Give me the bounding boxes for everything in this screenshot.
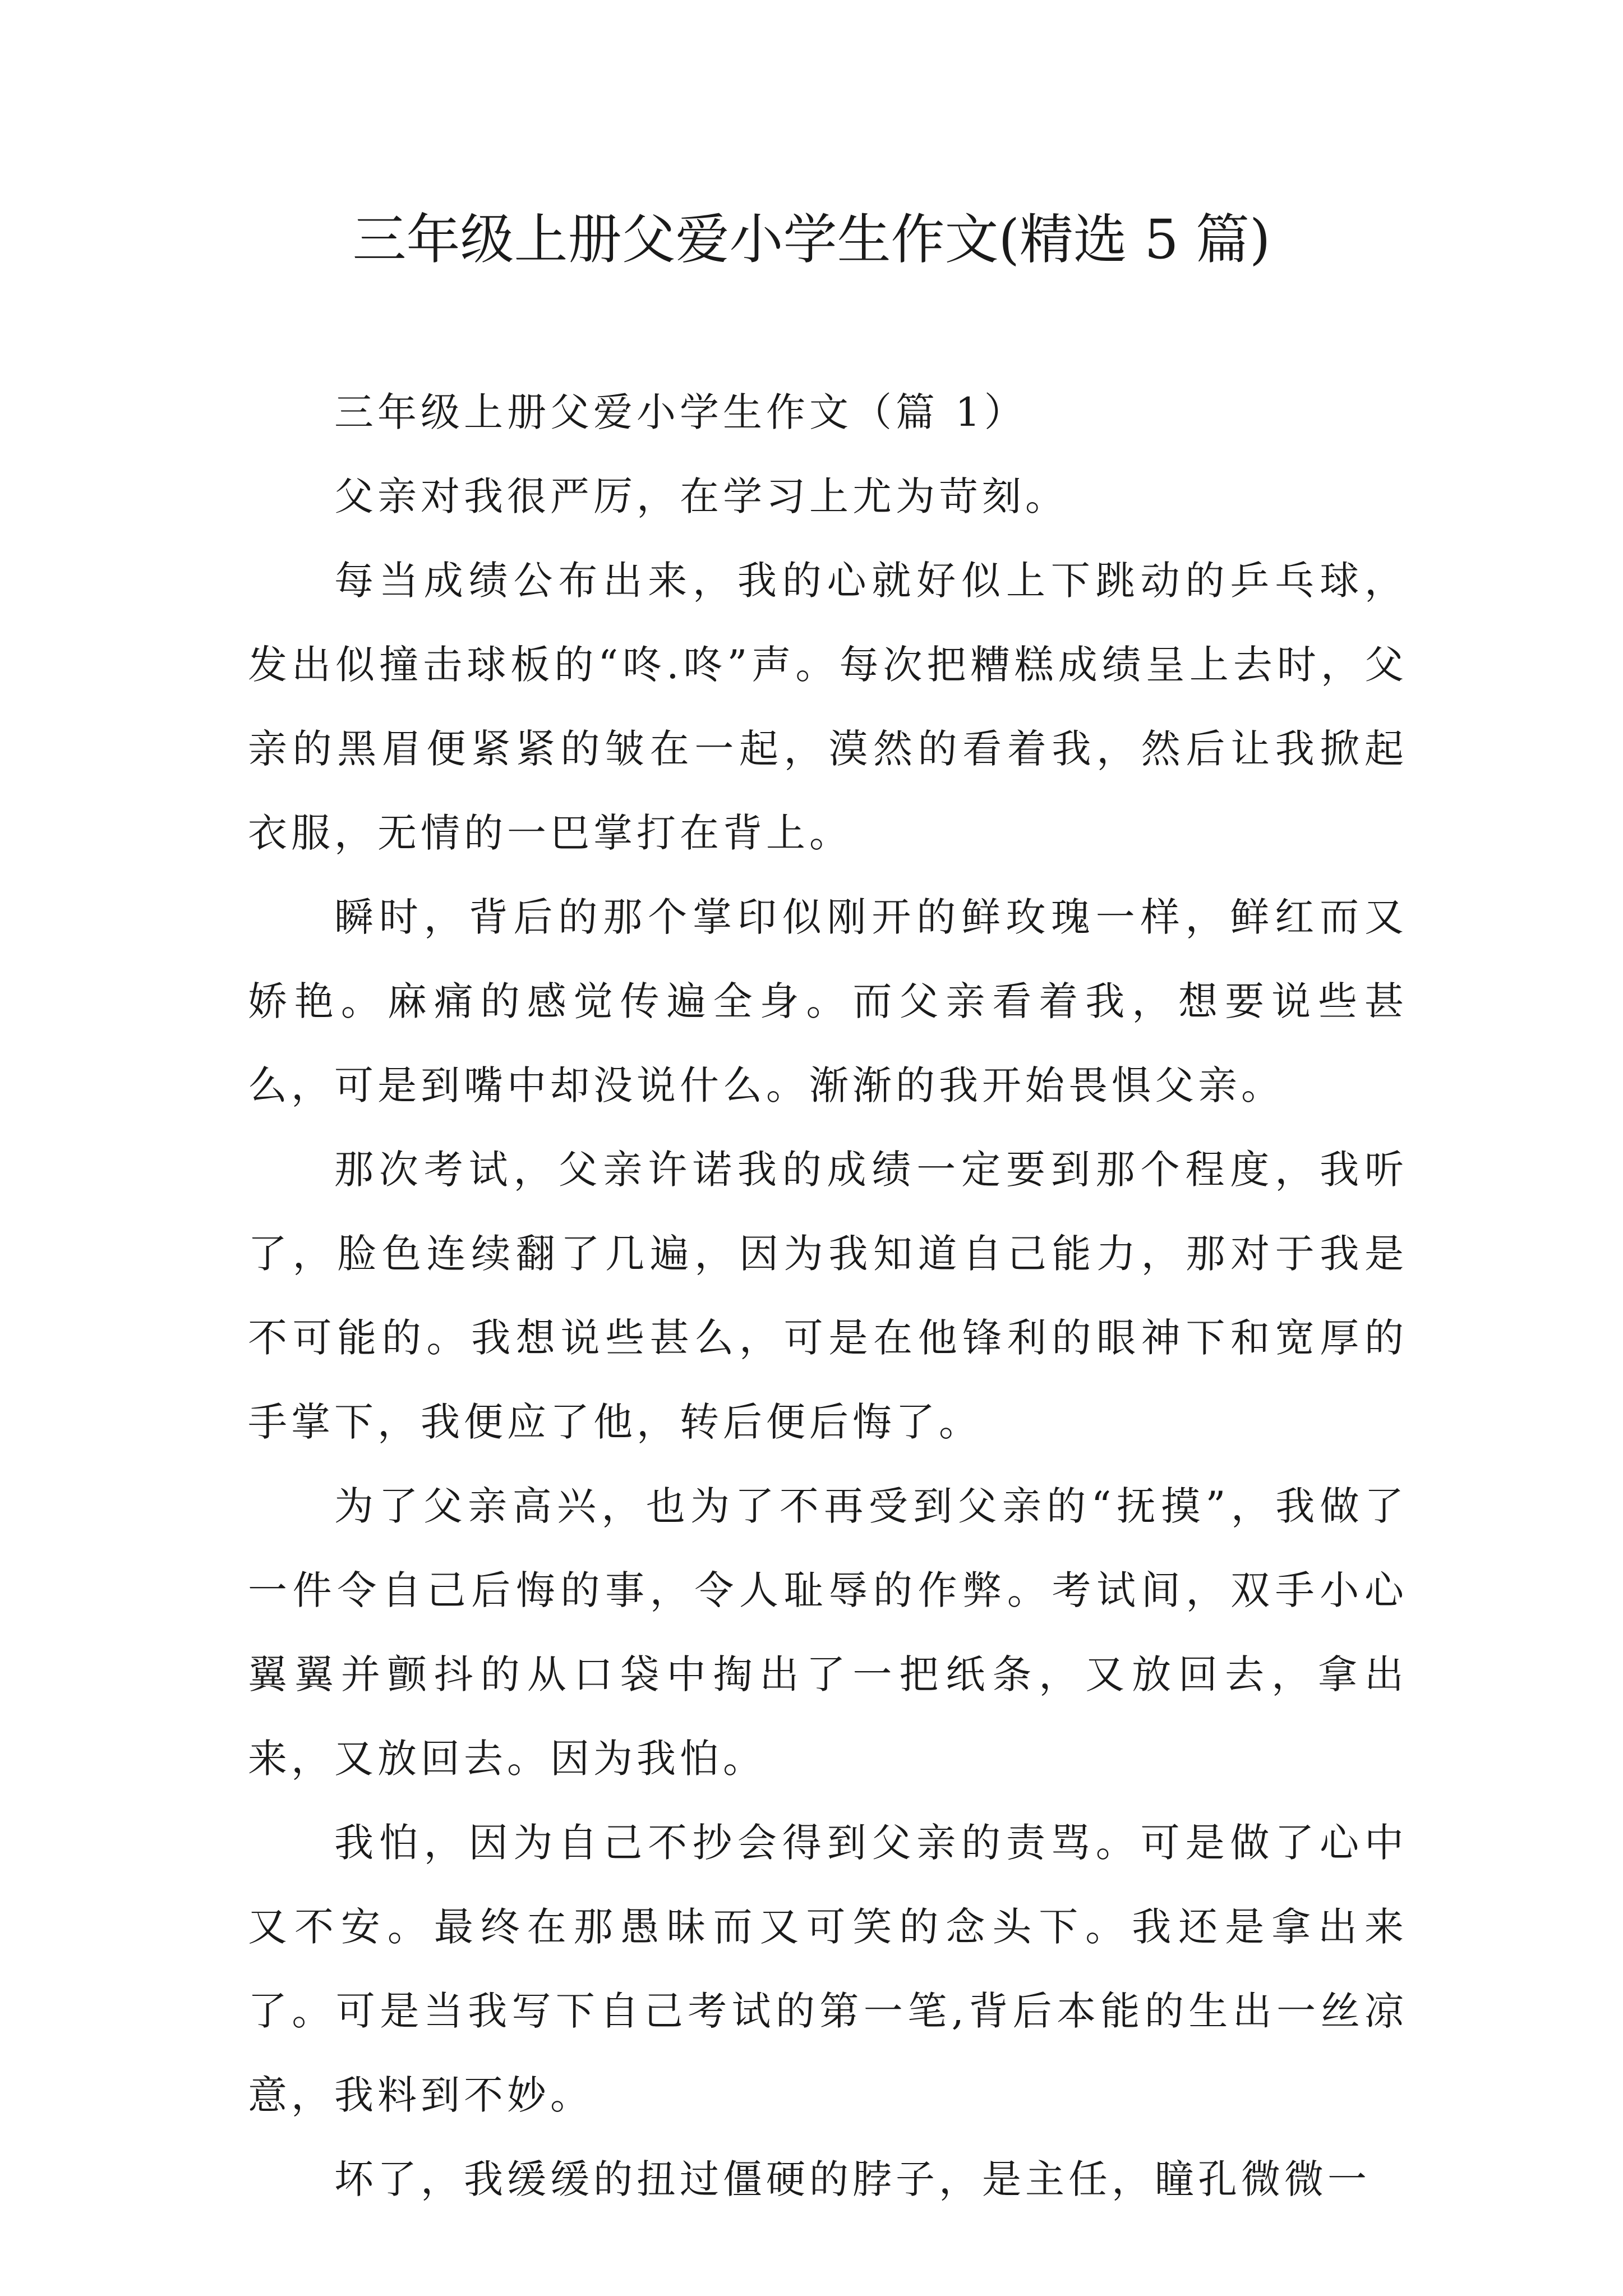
paragraph: 为了父亲高兴，也为了不再受到父亲的“抚摸”，我做了一件令自己后悔的事，令人耻辱的作弊。考试间，双手小心翼翼并颤抖的从口袋中掏出了一把纸条，又放回去，拿出来，又放回去。因为我怕。 <box>248 1483 1408 1782</box>
paragraph: 那次考试，父亲许诺我的成绩一定要到那个程度，我听了，脸色连续翻了几遍，因为我知道自己能力，那对于我是不可能的。我想说些甚么，可是在他锋利的眼神下和宽厚的手掌下，我便应了他，转后便后悔了。 <box>248 1147 1408 1445</box>
section-heading: 三年级上册父爱小学生作文（篇 1） <box>334 389 1027 435</box>
paragraph: 父亲对我很严厉，在学习上尤为苛刻。 <box>334 473 1068 519</box>
paragraph: 坏了，我缓缓的扭过僵硬的脖子，是主任，瞳孔微微一 <box>334 2156 1371 2202</box>
paragraph: 每当成绩公布出来，我的心就好似上下跳动的乒乓球，发出似撞击球板的“咚.咚”声。每次把糟糕成绩呈上去时，父亲的黑眉便紧紧的皱在一起，漠然的看着我，然后让我掀起衣服，无情的一巴掌打在背上。 <box>248 558 1408 856</box>
paragraph: 我怕，因为自己不抄会得到父亲的责骂。可是做了心中又不安。最终在那愚昧而又可笑的念头下。我还是拿出来了。可是当我写下自己考试的第一笔,背后本能的生出一丝凉意，我料到不妙。 <box>248 1820 1408 2118</box>
paragraph: 瞬时，背后的那个掌印似刚开的鲜玫瑰一样，鲜红而又娇艳。麻痛的感觉传遍全身。而父亲看着我，想要说些甚么，可是到嘴中却没说什么。渐渐的我开始畏惧父亲。 <box>248 894 1408 1108</box>
document-title: 三年级上册父爱小学生作文(精选 5 篇) <box>352 208 1271 271</box>
document-body <box>248 370 1408 2221</box>
